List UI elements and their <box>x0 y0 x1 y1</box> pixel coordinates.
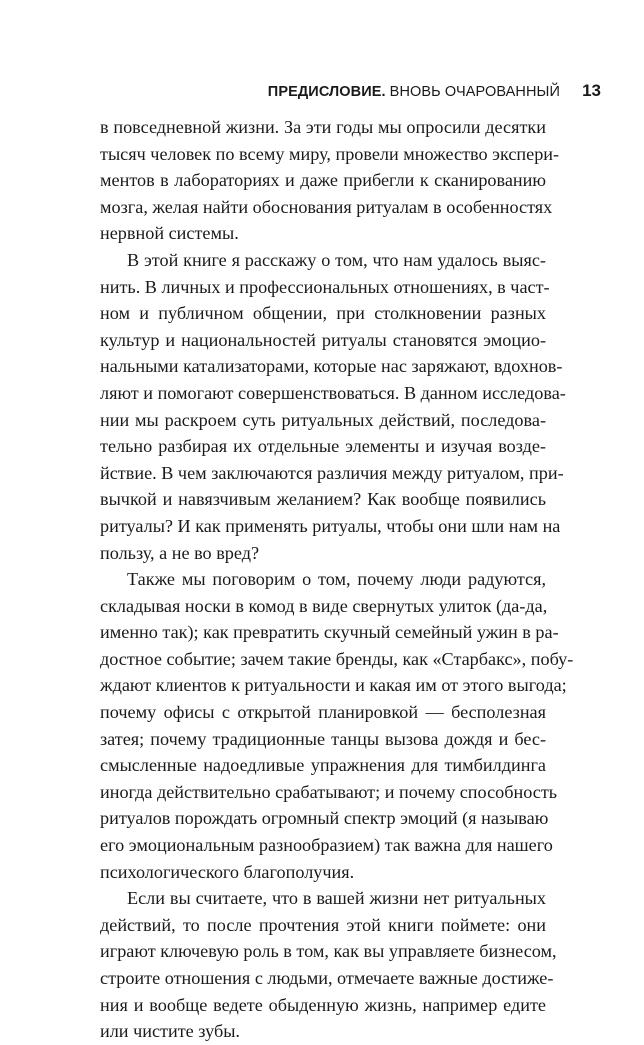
text-line: почему офисы с открытой планировкой — бесполезная <box>100 702 546 723</box>
body-text <box>100 114 574 1045</box>
text-line: йствие. В чем заключаются различия между ритуалом, при- <box>100 462 564 483</box>
text-line: действий, то после прочтения этой книги поймете: они <box>100 914 546 935</box>
text-line: нервной системы. <box>100 223 239 244</box>
text-line: в повседневной жизни. За эти годы мы опросили десятки <box>100 117 546 137</box>
text-line: ждают клиентов к ритуальности и какая им от этого выгода; <box>100 675 567 696</box>
text-line: мозга, желая найти обоснования ритуалам в особенностях <box>100 196 553 217</box>
text-line: тельно разбирая их отдельные элементы и изучая возде- <box>100 436 546 457</box>
paragraph <box>100 885 557 1045</box>
page-number: 13 <box>582 81 601 100</box>
text-line: смысленные надоедливые упражнения для тимбилдинга <box>100 755 546 776</box>
paragraph <box>100 114 560 247</box>
text-line: Также мы поговорим о том, почему люди радуются, <box>127 569 546 590</box>
chapter-subtitle: ВНОВЬ ОЧАРОВАННЫЙ <box>389 84 560 100</box>
text-line: В этой книге я расскажу о том, что нам удалось выяс- <box>127 249 546 270</box>
text-line: именно так); как превратить скучный семейный ужин в ра- <box>100 622 559 643</box>
text-line: строите отношения с людьми, отмечаете важные достиже- <box>100 968 554 988</box>
text-line: Если вы считаете, что в вашей жизни нет ритуальных <box>127 888 546 909</box>
paragraph <box>100 566 574 885</box>
text-line: тысяч человек по всему миру, провели множество экспери- <box>100 143 560 164</box>
paragraph <box>100 247 566 566</box>
text-line: нальными катализаторами, которые нас заряжают, вдохнов- <box>100 356 563 377</box>
text-line: его эмоциональным разнообразием) так важна для нашего <box>100 835 553 856</box>
text-line: ния и вообще ведете обыденную жизнь, например едите <box>100 994 546 1015</box>
text-line: ментов в лабораториях и даже прибегли к сканированию <box>100 170 546 191</box>
text-line: культур и национальностей ритуалы становятся эмоцио- <box>100 329 546 350</box>
text-line: или чистите зубы. <box>100 1021 240 1042</box>
text-line: ритуалов порождать огромный спектр эмоций (я называю <box>100 808 549 829</box>
text-line: достное событие; зачем такие бренды, как «Старбакс», побу- <box>100 648 574 669</box>
text-line: нить. В личных и профессиональных отношениях, в част- <box>100 276 550 297</box>
text-line: психологического благополучия. <box>100 861 355 882</box>
text-line: иногда действительно срабатывают; и почему способность <box>100 781 558 802</box>
text-line: нии мы раскроем суть ритуальных действий, последова- <box>100 409 546 430</box>
text-line: ритуалы? И как применять ритуалы, чтобы они шли нам на <box>100 515 561 536</box>
text-line: складывая носки в комод в виде свернутых улиток (да-да, <box>100 595 548 616</box>
text-line: ляют и помогают совершенствоваться. В данном исследова- <box>100 382 566 403</box>
text-line: играют ключевую роль в том, как вы управляете бизнесом, <box>100 941 557 962</box>
text-line: вычкой и навязчивым желанием? Как вообще появились <box>100 489 546 510</box>
text-line: ном и публичном общении, при столкновении разных <box>100 303 546 324</box>
text-line: пользу, а не во вред? <box>100 542 260 563</box>
text-line: затея; почему традиционные танцы вызова дождя и бес- <box>100 728 546 749</box>
running-head <box>268 84 560 100</box>
chapter-label: ПРЕДИСЛОВИЕ. <box>267 84 386 100</box>
